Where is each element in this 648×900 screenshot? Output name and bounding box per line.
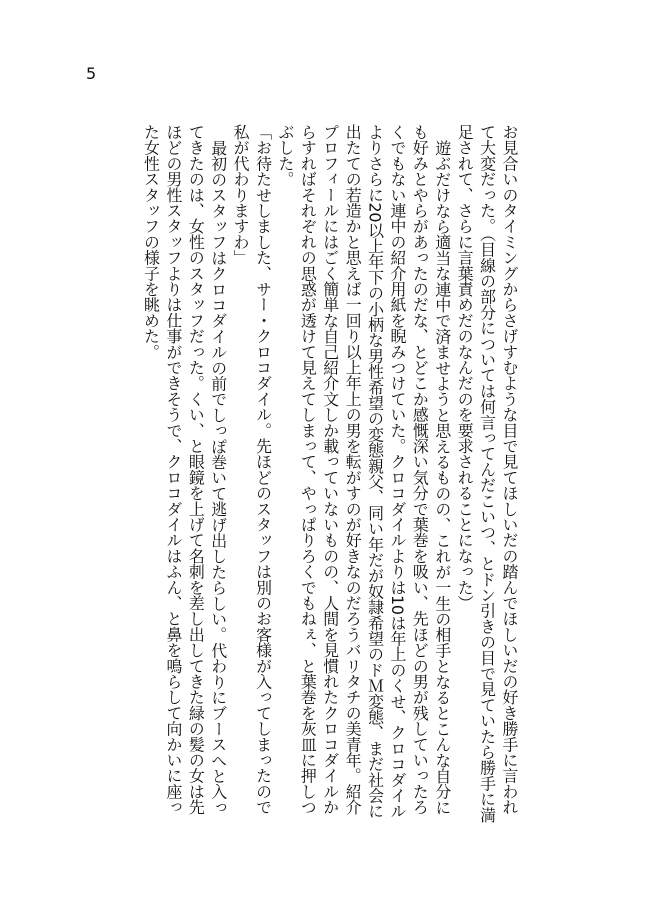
paragraph-1: お見合いのタイミングからさげすむような目で見てほしいだの踏んでほしいだの好き勝手に言われて大変だった。（目線の部分については何言ってんだこいつ、とドン引きの目で見ていたら勝手に満足されて、さらに言葉責めだのなんだのを要求されることになった）	[455, 124, 519, 823]
page-number: 5	[86, 64, 97, 83]
paragraph-3: 「お待たせしました、サー・クロコダイル。先ほどのスタッフは別のお客様が入ってしまったので私が代わりますわ」	[231, 124, 273, 815]
paragraph-2: 遊ぶだけなら適当な連中で済ませようと思えるものの、これが一生の相手となるとこんな自分にも好みとやらがあったのだな、とどこか感慨深い気分で葉巻を吸い、先ほどの男が残していったろくでもない連中の紹介用紙を睨みつけていた。クロコダイルよりは10は年上のくせ、クロコダイルよりさらに20以上年下の小柄な男性希望の変態親父、同い年だが奴隷希望のドＭ変態、まだ社会に出たての若造かと思えば一回り以上年上の男を転がすのが好きなのだろうバリタチの美青年。紹介プロフィールにはごく簡単な自己紹介文しか載っていないものの、人間を見慣れたクロコダイルからすればそれぞれの思惑が透けて見えてしまって、やっぱりろくでもねぇ、と葉巻を灰皿に押しつぶした。	[275, 124, 452, 819]
paragraph-4: 最初のスタッフはクロコダイルの前でしっぽ巻いて逃げ出したらしい。代わりにブースへと入ってきたのは、女性のスタッフだった。くい、と眼鏡を上げて名刺を差し出してきた緑の髪の女は先ほどの男性スタッフよりは仕事ができそうで、クロコダイルはふん、と鼻を鳴らして向かいに座った女性スタッフの様子を眺めた。	[141, 124, 228, 815]
vertical-text-body	[120, 124, 520, 824]
